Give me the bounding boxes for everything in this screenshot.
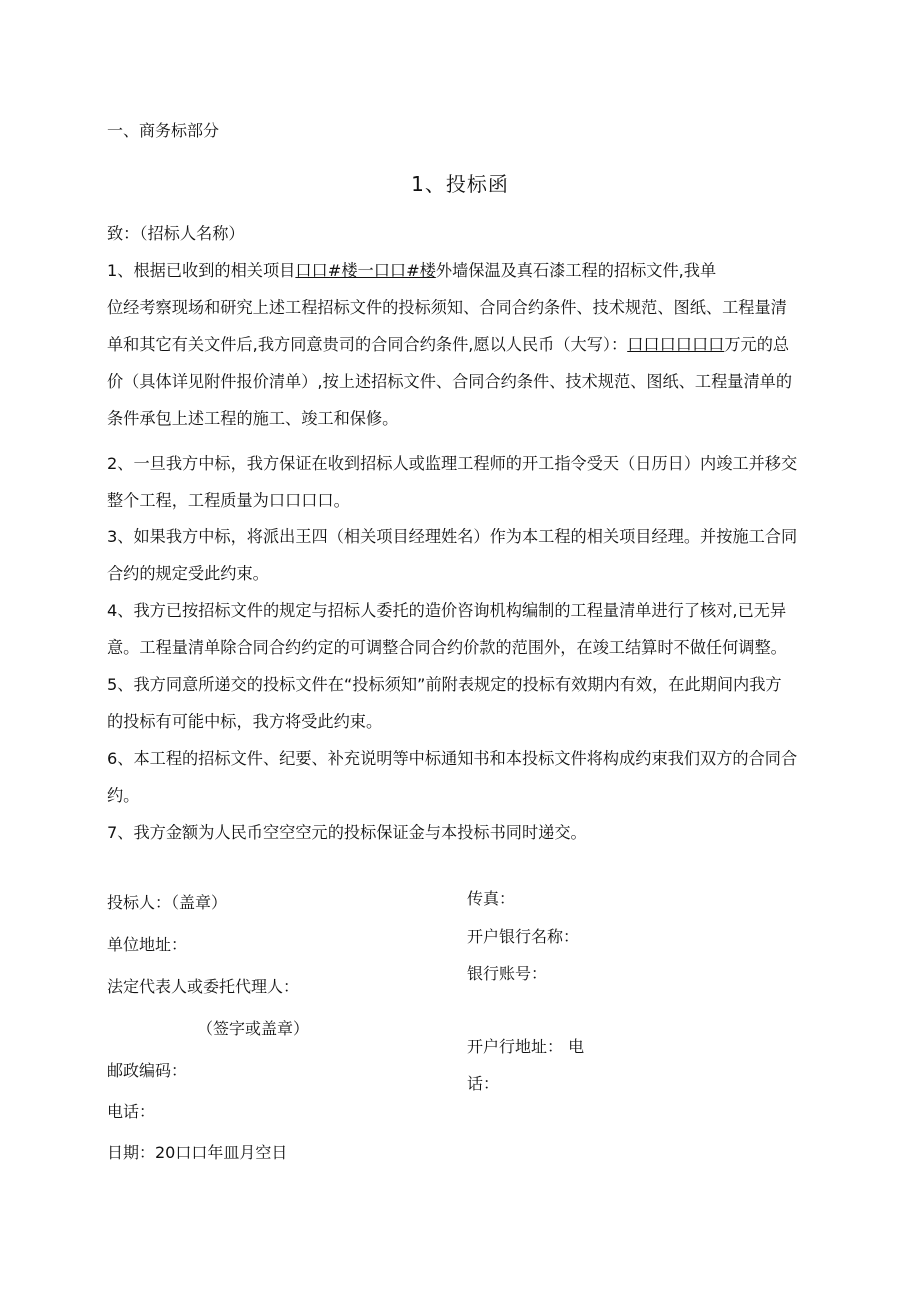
bank-phone-label: 话： <box>467 1074 500 1093</box>
p1-l3-end: 万元的总 <box>724 335 790 354</box>
paragraph-2-line-1: 2、一旦我方中标，我方保证在收到招标人或监理工程师的开工指令受天（日历日）内竣工并移交 <box>107 454 798 473</box>
fax-label: 传真： <box>467 889 516 908</box>
paragraph-2-line-2: 整个工程，工程质量为口口口口。 <box>107 491 350 510</box>
date-label: 日期：20口口年皿月空日 <box>107 1143 288 1162</box>
postcode-label: 邮政编码： <box>107 1061 188 1080</box>
paragraph-4-line-1: 4、我方已按招标文件的规定与招标人委托的造价咨询机构编制的工程量清单进行了核对,已无异 <box>107 601 787 620</box>
p1-l1-end: 外墙保温及真石漆工程的招标文件,我单 <box>435 261 717 280</box>
p1-l3-start: 单和其它有关文件后,我方同意贵司的合同合约条件,愿以人民币（大写）： <box>107 335 628 354</box>
paragraph-6 <box>107 740 832 814</box>
phone-label: 电话： <box>107 1102 156 1121</box>
bank-name-label: 开户银行名称： <box>467 927 580 946</box>
bank-account-label: 银行账号： <box>467 964 548 983</box>
addressee-line: 致：（招标人名称） <box>107 224 245 243</box>
p1-l1-start: 1、根据已收到的相关项目 <box>107 261 296 280</box>
paragraph-1-line-1 <box>107 252 832 289</box>
project-building-blank: 口口#楼一口口#楼 <box>295 261 436 280</box>
paragraph-5-line-2: 的投标有可能中标，我方将受此约束。 <box>107 712 383 731</box>
bank-address-label: 开户行地址： 电 <box>467 1037 585 1056</box>
section-heading: 一、商务标部分 <box>107 121 220 140</box>
document-title: 1、投标函 <box>411 172 509 196</box>
legal-rep-label: 法定代表人或委托代理人： <box>107 977 300 996</box>
paragraph-4-line-2: 意。工程量清单除合同合约约定的可调整合同合约价款的范围外，在竣工结算时不做任何调整。 <box>107 638 787 657</box>
paragraph-4 <box>107 592 832 666</box>
paragraph-7 <box>107 814 832 851</box>
paragraph-1-line-2: 位经考察现场和研究上述工程招标文件的投标须知、合同合约条件、技术规范、图纸、工程量清 <box>107 298 787 317</box>
paragraph-1-line-5: 条件承包上述工程的施工、竣工和保修。 <box>107 409 399 428</box>
amount-blank: 口口口口口口 <box>627 335 725 354</box>
bidder-seal-label: 投标人：（盖章） <box>107 893 228 912</box>
paragraph-3-line-1: 3、如果我方中标，将派出王四（相关项目经理姓名）作为本工程的相关项目经理。并按施工合同 <box>107 527 798 546</box>
unit-address-label: 单位地址： <box>107 935 188 954</box>
paragraph-6-line-2: 约。 <box>107 786 140 805</box>
paragraph-5 <box>107 666 832 740</box>
paragraph-3-line-2: 合约的规定受此约束。 <box>107 564 269 583</box>
paragraph-6-line-1: 6、本工程的招标文件、纪要、补充说明等中标通知书和本投标文件将构成约束我们双方的合同合 <box>107 749 798 768</box>
sign-or-seal-note: （签字或盖章） <box>197 1019 310 1038</box>
paragraph-1-line-4: 价（具体详见附件报价清单）,按上述招标文件、合同合约条件、技术规范、图纸、工程量清单的 <box>107 372 793 391</box>
paragraph-2 <box>107 445 832 519</box>
paragraph-1-line-3 <box>107 326 832 363</box>
paragraph-1 <box>107 252 832 437</box>
addressee <box>107 215 832 252</box>
paragraph-7-line-1: 7、我方金额为人民币空空空元的投标保证金与本投标书同时递交。 <box>107 823 587 842</box>
paragraph-3 <box>107 518 832 592</box>
paragraph-5-line-1: 5、我方同意所递交的投标文件在“投标须知”前附表规定的投标有效期内有效，在此期间内我方 <box>107 675 782 694</box>
